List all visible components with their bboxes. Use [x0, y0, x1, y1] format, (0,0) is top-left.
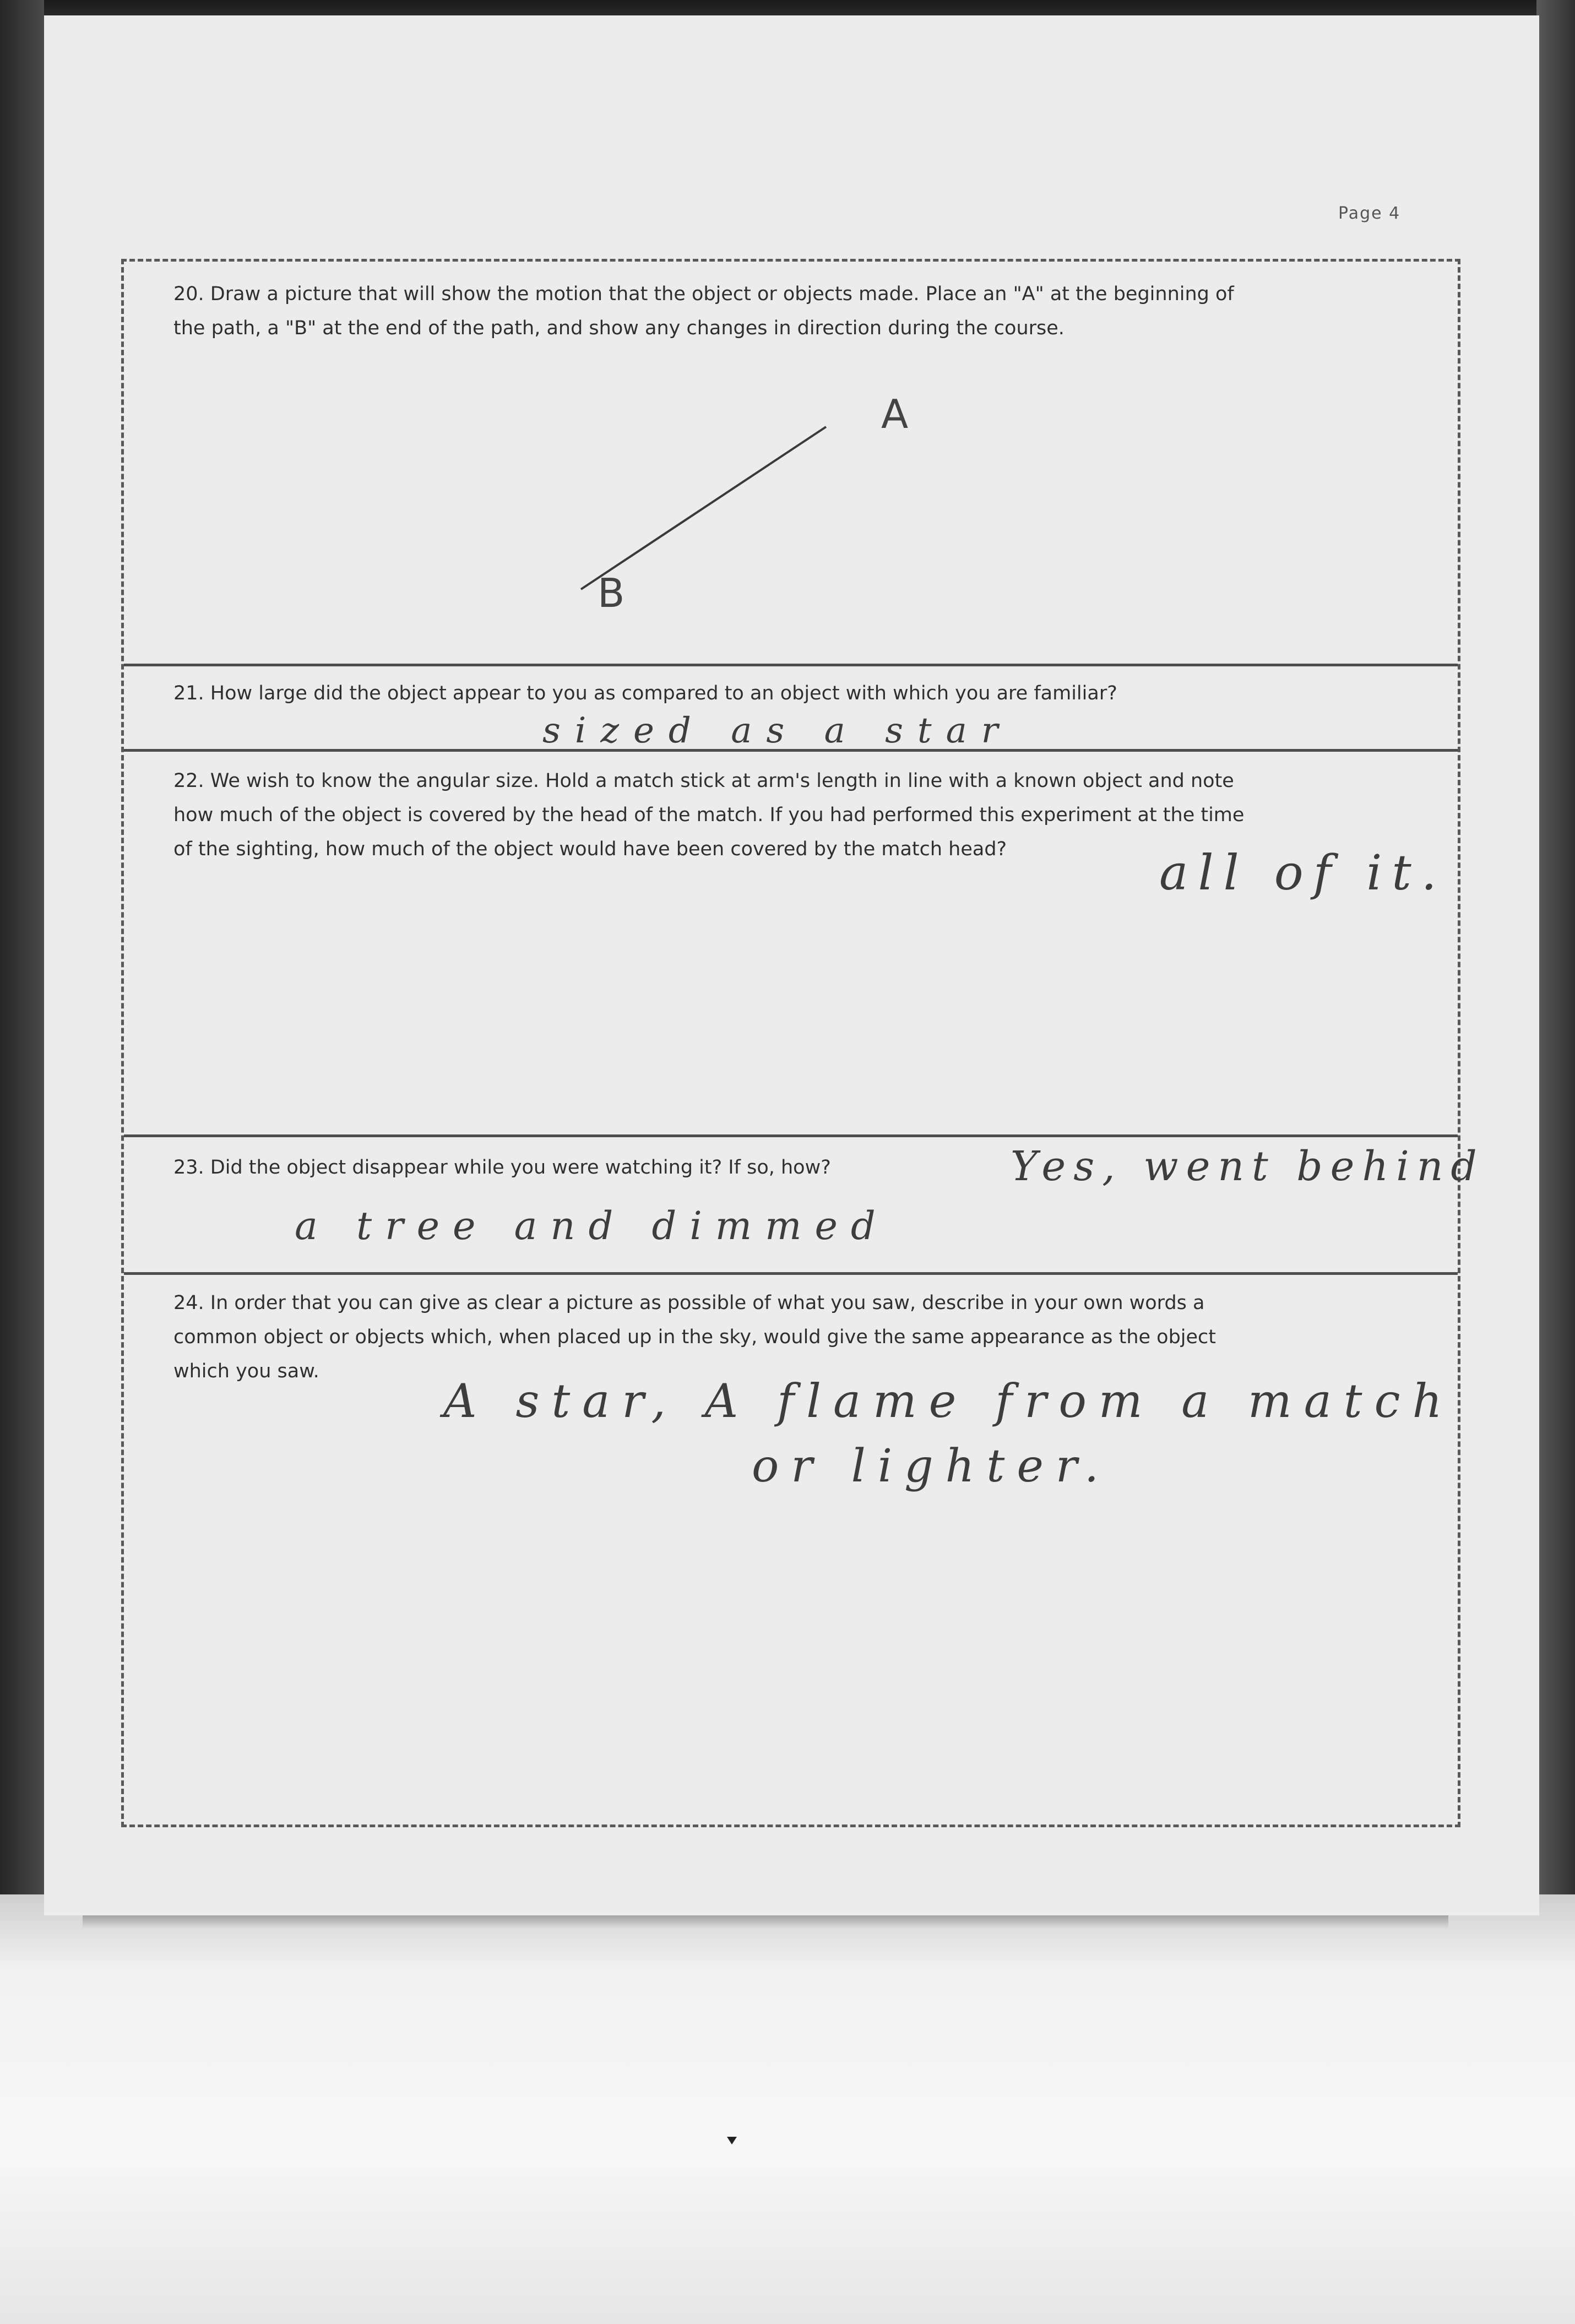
question-22-section — [124, 749, 1458, 1134]
question-23-answer-line-1: Yes, went behind — [1011, 1143, 1485, 1190]
question-21-section — [124, 664, 1458, 749]
question-20-text: 20. Draw a picture that will show the motion that the object or objects made. Place an "A" at the beginning of the path, a "B" at the end of the path, and show any changes in direction during the course. — [173, 283, 1234, 339]
film-border-left — [0, 0, 44, 1894]
question-23-section — [124, 1134, 1485, 1272]
question-23-text: 23. Did the object disappear while you were watching it? If so, how? — [173, 1156, 831, 1179]
question-20-section — [124, 262, 1458, 664]
form-page — [44, 15, 1539, 1915]
film-border-right — [1536, 0, 1575, 1894]
questionnaire-form — [121, 259, 1485, 1827]
sketch-label-b: B — [598, 570, 625, 616]
question-23-answer-line-2: a tree and dimmed — [295, 1203, 889, 1248]
film-scratch-mark — [727, 2137, 737, 2144]
sketch-label-a: A — [881, 391, 909, 437]
question-24-text: 24. In order that you can give as clear a picture as possible of what you saw, describe in your own words a common object or objects which, when placed up in the sky, would give the same appearance as the object which you saw. — [173, 1292, 1216, 1382]
page-number: Page 4 — [1338, 204, 1401, 223]
question-22-text: 22. We wish to know the angular size. Hold a match stick at arm's length in line with a known object and note how much of the object is covered by the head of the match. If you had performed this experiment at the time of the sighting, how much of the object would have been covered by the match head? — [173, 770, 1245, 860]
page-shadow — [83, 1915, 1448, 1929]
question-24-section — [124, 1272, 1458, 1825]
question-24-answer-line-1: A star, A flame from a match — [443, 1374, 1454, 1428]
film-border-bottom — [0, 1894, 1575, 2324]
question-21-text: 21. How large did the object appear to you as compared to an object with which you are familiar? — [173, 682, 1117, 704]
motion-path-line — [581, 427, 826, 589]
motion-path-sketch — [124, 262, 1458, 661]
question-24-answer-line-2: or lighter. — [752, 1440, 1111, 1492]
question-22-answer: all of it. — [1159, 844, 1447, 901]
question-21-answer: sized as a star — [542, 710, 1013, 751]
